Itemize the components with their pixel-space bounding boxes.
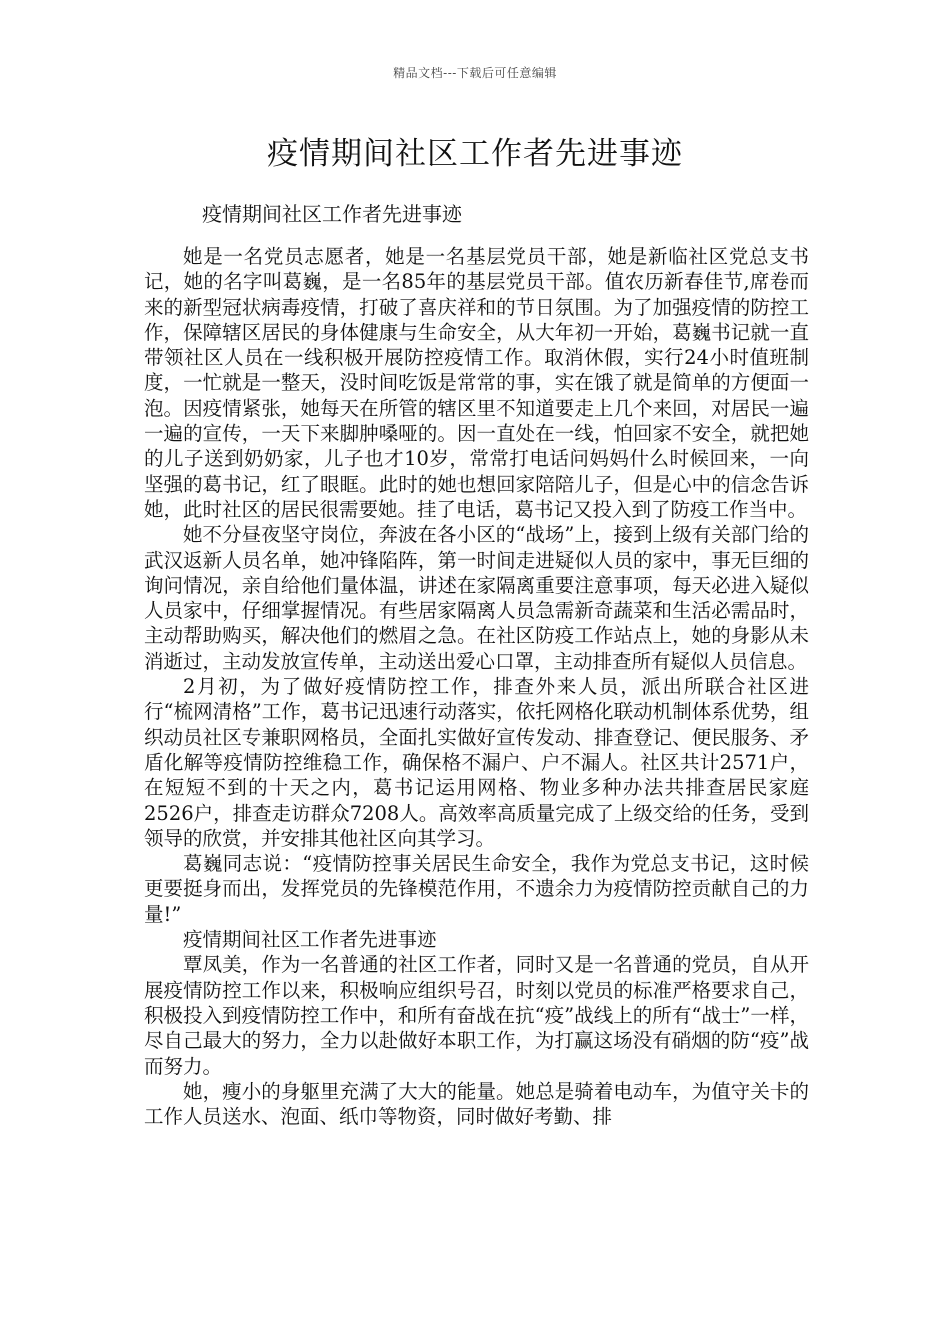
paragraph-5: 覃凤美，作为一名普通的社区工作者，同时又是一名普通的党员，自从开展疫情防控工作以来，积极响应组织号召，时刻以党员的标准严格要求自己，积极投入到疫情防控工作中，和所有奋战在抗“疫”战线上的所有“战士”一样，尽自己最大的努力，全力以赴做好本职工作，为打赢这场没有硝烟的防“疫”战而努力。 [144,953,809,1078]
header-note: 精品文档---下载后可任意编辑 [393,66,557,80]
section-heading: 疫情期间社区工作者先进事迹 [183,928,437,952]
paragraph-2: 她不分昼夜坚守岗位，奔波在各小区的“战场”上，接到上级有关部门给的武汉返新人员名单，她冲锋陷阵，第一时间走进疑似人员的家中，事无巨细的询问情况，亲自给他们量体温，讲述在家隔离重要注意事项，每天必进入疑似人员家中，仔细掌握情况。有些居家隔离人员急需新奇蔬菜和生活必需品时，主动帮助购买，解决他们的燃眉之急。在社区防疫工作站点上，她的身影从未消逝过，主动发放宣传单，主动送出爱心口罩，主动排查所有疑似人员信息。 [144,523,809,673]
paragraph-1: 她是一名党员志愿者，她是一名基层党员干部，她是新临社区党总支书记，她的名字叫葛巍，是一名85年的基层党员干部。值农历新春佳节,席卷而来的新型冠状病毒疫情，打破了喜庆祥和的节日氛围。为了加强疫情的防控工作，保障辖区居民的身体健康与生命安全，从大年初一开始，葛巍书记就一直带领社区人员在一线积极开展防控疫情工作。取消休假，实行24小时值班制度，一忙就是一整天，没时间吃饭是常常的事，实在饿了就是简单的方便面一泡。因疫情紧张，她每天在所管的辖区里不知道要走上几个来回，对居民一遍一遍的宣传，一天下来脚肿嗓哑的。因一直处在一线，怕回家不安全，就把她的儿子送到奶奶家，儿子也才10岁，常常打电话问妈妈什么时候回来，一向坚强的葛书记，红了眼眶。此时的她也想回家陪陪儿子，但是心中的信念告诉她，此时社区的居民很需要她。挂了电话，葛书记又投入到了防疫工作当中。 [144,245,809,521]
paragraph-4: 葛巍同志说：“疫情防控事关居民生命安全，我作为党总支书记，这时候更要挺身而出，发挥党员的先锋模范作用，不遗余力为疫情防控贡献自己的力量!” [144,852,809,926]
page-title: 疫情期间社区工作者先进事迹 [267,136,683,172]
paragraph-6: 她，瘦小的身躯里充满了大大的能量。她总是骑着电动车，为值守关卡的工作人员送水、泡面、纸巾等物资，同时做好考勤、排 [144,1079,809,1129]
document-body [144,244,809,1129]
paragraph-3: 2月初，为了做好疫情防控工作，排查外来人员，派出所联合社区进行“梳网清格”工作，葛书记迅速行动落实，依托网格化联动机制体系优势，组织动员社区专兼职网格员，全面扎实做好宣传发动、排查登记、便民服务、矛盾化解等疫情防控维稳工作，确保格不漏户、户不漏人。社区共计2571户，在短短不到的十天之内，葛书记运用网格、物业多种办法共排查居民家庭2526户，排查走访群众7208人。高效率高质量完成了上级交给的任务，受到领导的欣赏，并安排其他社区向其学习。 [144,675,809,850]
document-subtitle: 疫情期间社区工作者先进事迹 [202,202,462,226]
